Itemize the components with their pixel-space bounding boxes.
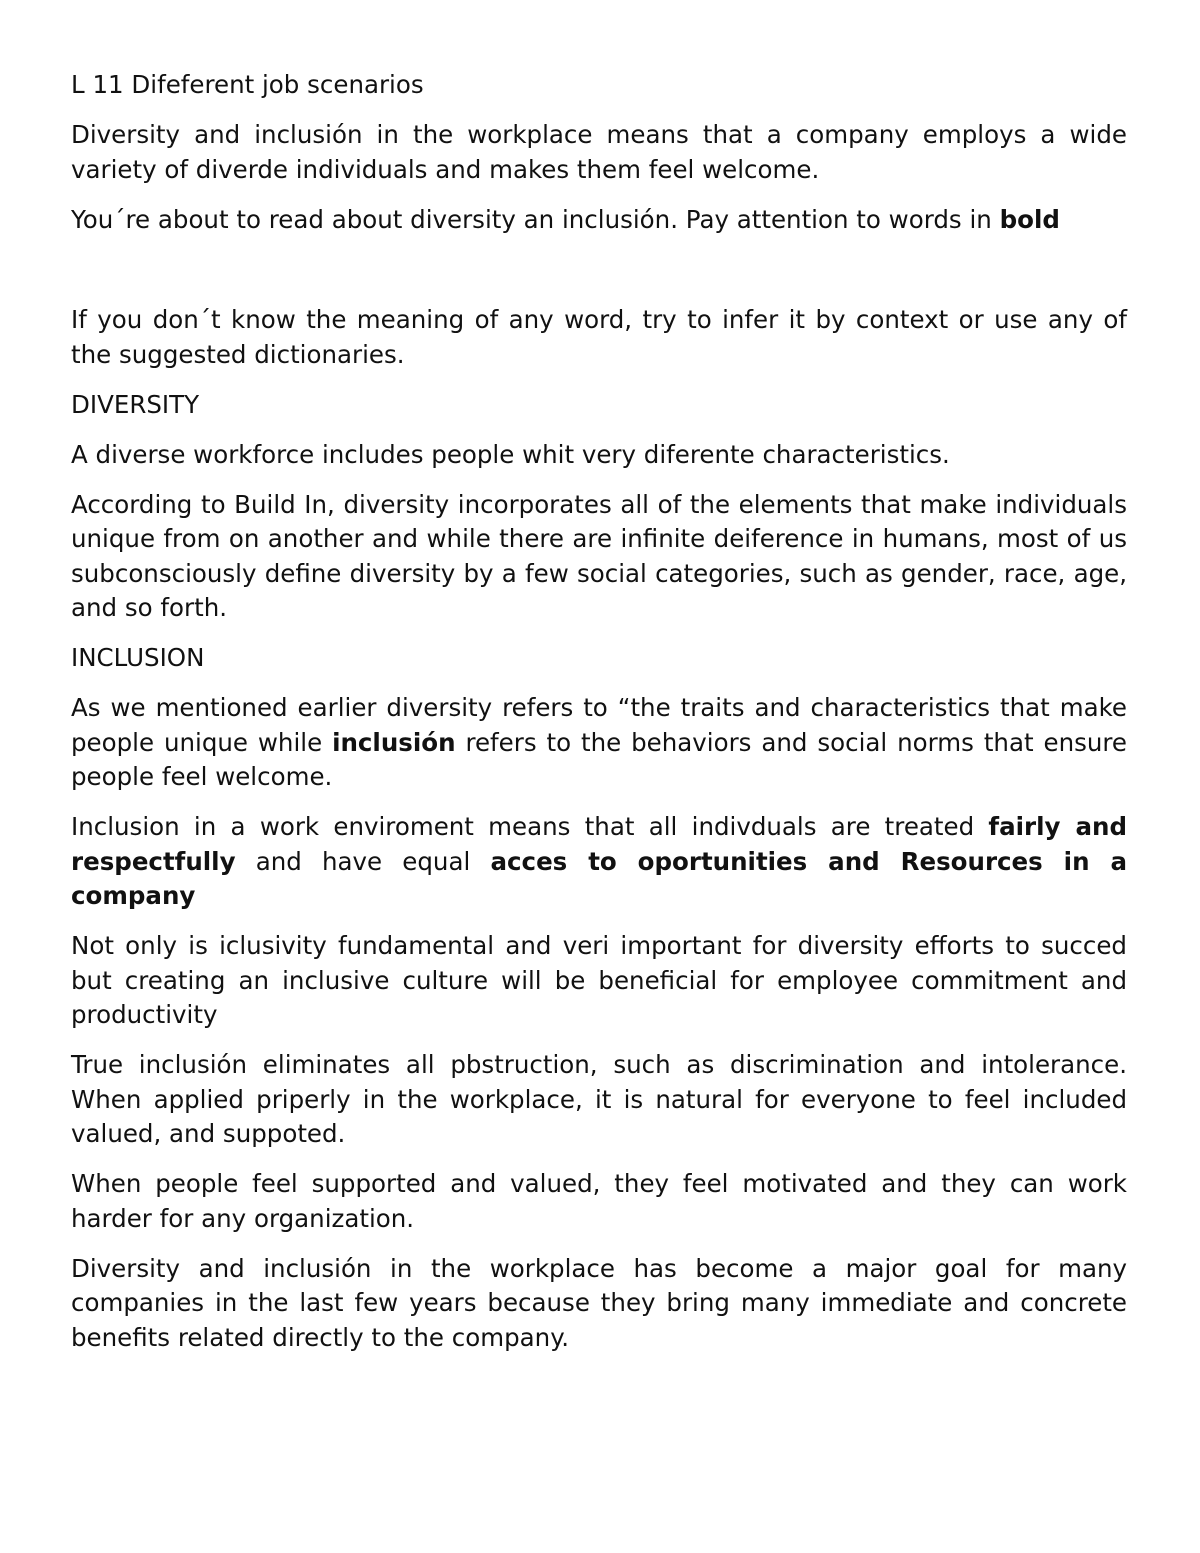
inclusion-paragraph-4: True inclusión eliminates all pbstruction, such as discrimination and intolerance. When applied priperly in the workplace, it is natural for everyone to feel included valued, and suppoted. xyxy=(71,1050,1127,1148)
inclusion-paragraph-5: When people feel supported and valued, they feel motivated and they can work harder for any organization. xyxy=(71,1169,1127,1233)
document-page xyxy=(71,68,1127,1371)
dictionary-note-paragraph: If you don´t know the meaning of any word, try to infer it by context or use any of the suggested dictionaries. xyxy=(71,305,1127,369)
diversity-paragraph-1: A diverse workforce includes people whit very diferente characteristics. xyxy=(71,439,950,469)
inclusion-p2-bold-1: fairly and respectfully xyxy=(71,812,1127,876)
instruction-paragraph xyxy=(71,203,1127,238)
instruction-bold-word: bold xyxy=(999,204,1060,234)
inclusion-paragraph-6: Diversity and inclusión in the workplace has become a major goal for many companies in the last few years because they bring many immediate and concrete benefits related directly to the company. xyxy=(71,1253,1127,1352)
inclusion-paragraph-2 xyxy=(71,810,1127,914)
instruction-text: You´re about to read about diversity an inclusión. Pay attention to words in xyxy=(71,204,1000,234)
inclusion-heading: INCLUSION xyxy=(71,643,205,672)
inclusion-paragraph-1 xyxy=(71,691,1127,795)
inclusion-p2-middle: and have equal xyxy=(235,846,491,876)
intro-paragraph: Diversity and inclusión in the workplace means that a company employs a wide variety of diverde individuals and makes them feel welcome. xyxy=(71,120,1127,184)
diversity-heading: DIVERSITY xyxy=(71,389,200,419)
diversity-paragraph-2: According to Build In, diversity incorporates all of the elements that make individuals unique from on another and while there are infinite deiference in humans, most of us subconsciously define diversity by a few social categories, such as gender, race, age, and so forth. xyxy=(71,489,1127,622)
document-title: L 11 Difeferent job scenarios xyxy=(71,70,424,99)
inclusion-p2-before: Inclusion in a work enviroment means that all indivduals are treated xyxy=(71,812,989,841)
inclusion-p1-before: As we mentioned earlier diversity refers to “the traits and characteristics that make people unique while xyxy=(71,693,1127,757)
inclusion-p1-bold: inclusión xyxy=(332,727,456,757)
inclusion-p2-bold-2: acces to oportunities and Resources in a company xyxy=(71,846,1127,910)
inclusion-p1-after: refers to the behaviors and social norms that ensure people feel welcome. xyxy=(71,727,1127,791)
inclusion-paragraph-3: Not only is iclusivity fundamental and veri important for diversity efforts to succed but creating an inclusive culture will be beneficial for employee commitment and productivity xyxy=(71,931,1127,1029)
